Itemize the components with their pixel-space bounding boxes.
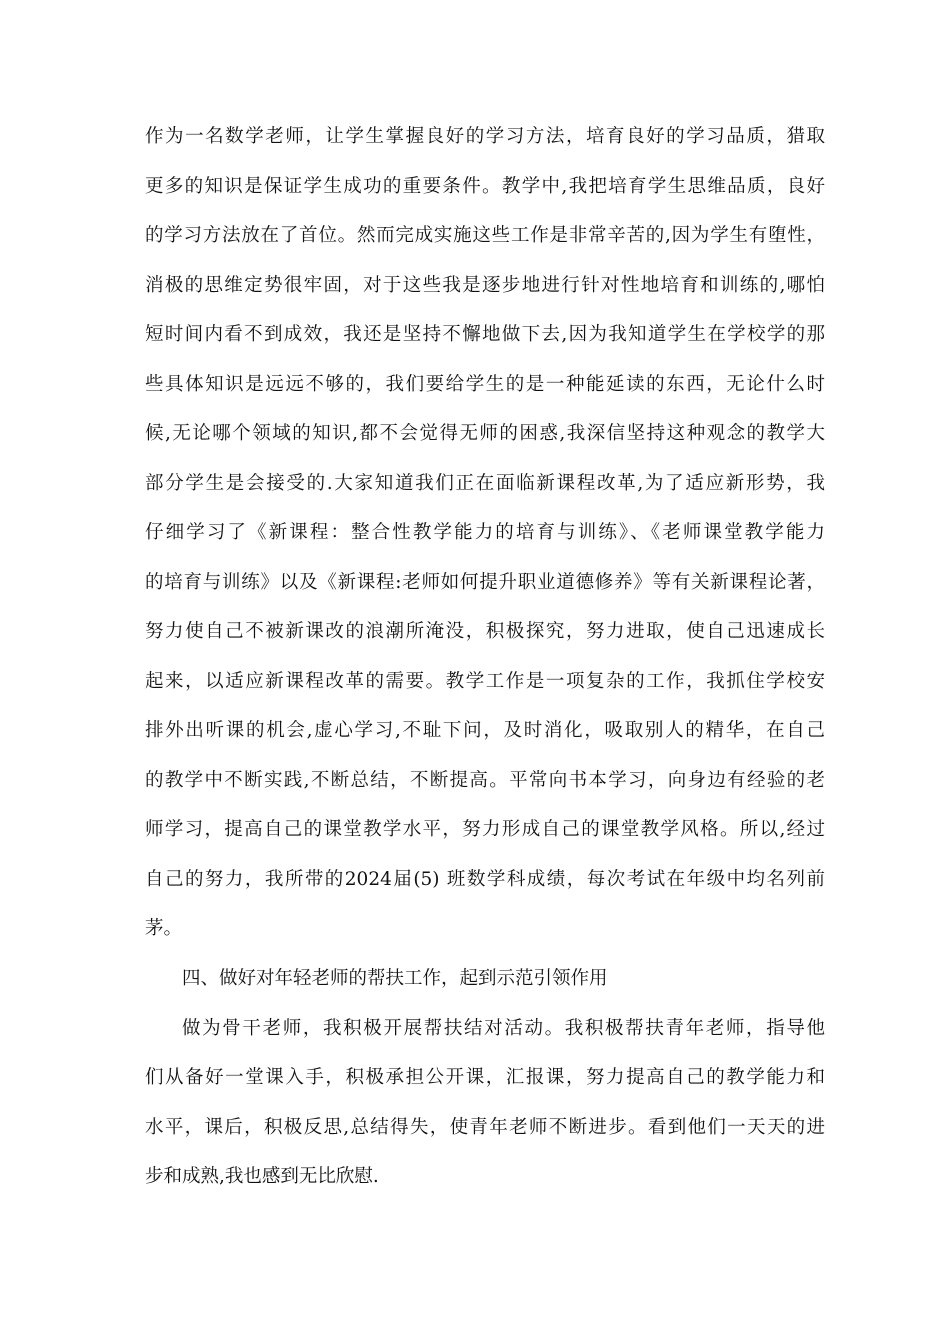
paragraph-line: 师学习，提高自己的课堂教学水平，努力形成自己的课堂教学风格。所以,经过 bbox=[145, 819, 825, 840]
paragraph-line: 的培育与训练》以及《新课程:老师如何提升职业道德修养》等有关新课程论著， bbox=[145, 571, 825, 593]
paragraph-line: 仔细学习了《新课程：整合性教学能力的培育与训练》、《老师课堂教学能力 bbox=[145, 522, 825, 543]
paragraph-line: 排外出听课的机会,虚心学习,不耻下问，及时消化，吸取别人的精华，在自己 bbox=[145, 720, 825, 741]
paragraph-line: 自己的努力，我所带的2024届(5) 班数学科成绩，每次考试在年级中均名列前 bbox=[145, 868, 825, 890]
paragraph-teaching-methods bbox=[145, 112, 825, 954]
paragraph-line: 们从备好一堂课入手，积极承担公开课，汇报课，努力提高自己的教学能力和 bbox=[145, 1067, 825, 1088]
paragraph-line: 更多的知识是保证学生成功的重要条件。教学中,我把培育学生思维品质，良好 bbox=[145, 175, 825, 197]
section-mentoring bbox=[145, 954, 825, 1202]
paragraph-line: 的学习方法放在了首位。然而完成实施这些工作是非常辛苦的,因为学生有堕性， bbox=[145, 225, 825, 246]
paragraph-line: 步和成熟,我也感到无比欣慰. bbox=[145, 1166, 379, 1187]
paragraph-line: 做为骨干老师，我积极开展帮扶结对活动。我积极帮扶青年老师，指导他 bbox=[182, 1017, 825, 1039]
paragraph-line: 作为一名数学老师，让学生掌握良好的学习方法，培育良好的学习品质，猎取 bbox=[145, 126, 825, 147]
paragraph-line: 些具体知识是远远不够的，我们要给学生的是一种能延读的东西，无论什么时 bbox=[145, 373, 825, 395]
paragraph-line: 起来，以适应新课程改革的需要。教学工作是一项复杂的工作，我抓住学校安 bbox=[145, 670, 825, 692]
paragraph-line: 候,无论哪个领域的知识,都不会觉得无师的困惑,我深信坚持这种观念的教学大 bbox=[145, 423, 825, 444]
paragraph-line: 茅。 bbox=[145, 918, 183, 939]
section-heading: 四、做好对年轻老师的帮扶工作，起到示范引领作用 bbox=[182, 968, 608, 989]
paragraph-line: 消极的思维定势很牢固，对于这些我是逐步地进行针对性地培育和训练的,哪怕 bbox=[145, 274, 825, 296]
paragraph-line: 短时间内看不到成效，我还是坚持不懈地做下去,因为我知道学生在学校学的那 bbox=[145, 324, 825, 345]
paragraph-line: 部分学生是会接受的.大家知道我们正在面临新课程改革,为了适应新形势，我 bbox=[145, 472, 825, 494]
paragraph-line: 的教学中不断实践,不断总结，不断提高。平常向书本学习，向身边有经验的老 bbox=[145, 769, 825, 791]
paragraph-line: 努力使自己不被新课改的浪潮所淹没，积极探究，努力进取，使自己迅速成长 bbox=[145, 621, 825, 642]
paragraph-line: 水平，课后，积极反思,总结得失，使青年老师不断进步。看到他们一天天的进 bbox=[145, 1116, 825, 1138]
